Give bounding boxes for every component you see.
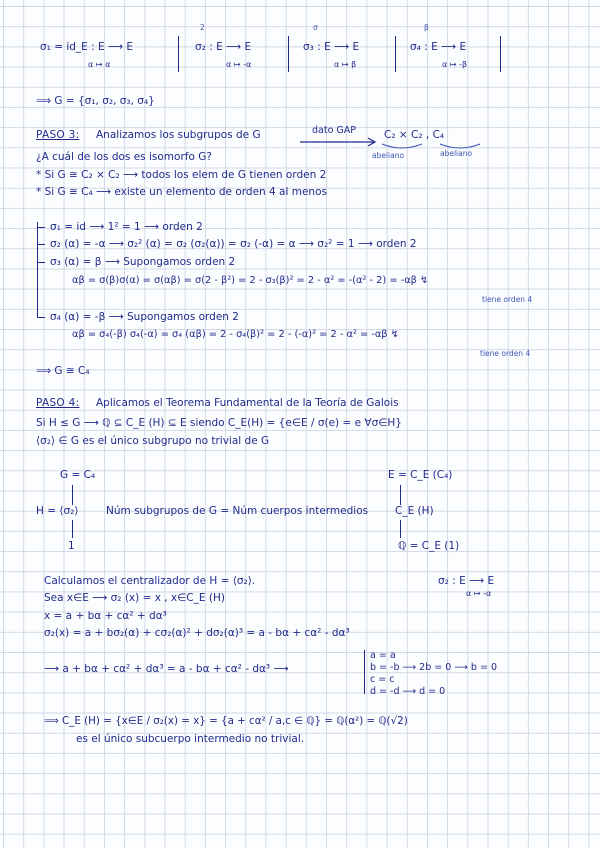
- divider: [178, 36, 179, 72]
- sigma4-mark: β: [424, 23, 429, 32]
- bracket-tick: [37, 262, 45, 263]
- diagram-base-field: ℚ = C_E (1): [398, 540, 460, 552]
- galois-correspondence: Si H ≤ G ⟶ ℚ ⊆ C_E (H) ⊆ E siendo C_E(H) = {e∈E / σ(e) = e ∀σ∈H}: [36, 417, 402, 429]
- bracket-tick: [37, 244, 45, 245]
- lattice-line: [400, 485, 401, 505]
- bracket-tick: [37, 227, 45, 228]
- sigma1-def: σ₁ = id_E : E ⟶ E: [40, 41, 134, 53]
- paso3-conclusion: ⟹ G ≅ C₄: [36, 365, 90, 377]
- paso4-text: Aplicamos el Teorema Fundamental de la Teoría de Galois: [96, 397, 399, 409]
- group-definition: ⟹ G = {σ₁, σ₂, σ₃, σ₄}: [36, 95, 155, 107]
- divider: [500, 36, 501, 72]
- system-bracket: [364, 650, 365, 694]
- coefficient-equation: ⟶ a + bα + cα² + dα³ = a - bα + cα² - dα³ ⟶: [44, 663, 289, 675]
- system-eq: b = -b ⟶ 2b = 0 ⟶ b = 0: [370, 662, 497, 673]
- sea-line: Sea x∈E ⟶ σ₂ (x) = x , x∈C_E (H): [44, 592, 225, 604]
- diagram-group: G = C₄: [60, 469, 96, 481]
- final-result: ⟹ C_E (H) = {x∈E / σ₂(x) = x} = {a + cα² / a,c ∈ ℚ} = ℚ(α²) = ℚ(√2): [44, 715, 408, 727]
- order4-note: tiene orden 4: [480, 349, 531, 358]
- diagram-fixed-field: C_E (H): [395, 505, 434, 517]
- sigma2-def: σ₂ : E ⟶ E: [195, 41, 252, 53]
- lattice-line: [72, 520, 73, 538]
- sigma2-def-repeat: σ₂ : E ⟶ E: [438, 575, 495, 587]
- divider: [395, 36, 396, 72]
- final-result-note: es el único subcuerpo intermedio no trivial.: [76, 733, 305, 745]
- gap-label: dato GAP: [312, 125, 356, 136]
- case-sigma3: σ₃ (α) = β ⟶ Supongamos orden 2: [50, 256, 236, 268]
- isomorphism-question: ¿A cuál de los dos es isomorfo G?: [36, 151, 212, 163]
- x-expansion: x = a + bα + cα² + dα³: [44, 610, 167, 622]
- bullet-cyclic: * Si G ≅ C₄ ⟶ existe un elemento de orden 4 al menos: [36, 186, 327, 198]
- sigma1-map: α ↦ α: [88, 60, 111, 69]
- paso4-title: PASO 4:: [36, 397, 80, 409]
- case-bracket: [37, 222, 38, 318]
- gap-arrow: [300, 137, 380, 147]
- case-sigma4-proof: αβ = σ₄(-β) σ₄(-α) = σ₄ (αβ) = 2 - σ₄(β)² = 2 - (-α)² = 2 - α² = -αβ ↯: [72, 329, 399, 340]
- sigma2-map-repeat: α ↦ -α: [466, 589, 492, 598]
- case-sigma4: σ₄ (α) = -β ⟶ Supongamos orden 2: [50, 311, 239, 323]
- order4-note: tiene orden 4: [482, 295, 533, 304]
- sigma3-mark: σ: [313, 23, 318, 32]
- sigma2-map: α ↦ -α: [226, 60, 252, 69]
- sigma2-mark: 2: [200, 23, 205, 32]
- system-eq: a = a: [370, 650, 396, 661]
- lattice-line: [72, 485, 73, 505]
- sigma3-def: σ₃ : E ⟶ E: [303, 41, 360, 53]
- paso3-title: PASO 3:: [36, 129, 80, 141]
- lattice-line: [400, 520, 401, 538]
- bracket-tick: [37, 317, 45, 318]
- case-sigma2: σ₂ (α) = -α ⟶ σ₂² (α) = σ₂ (σ₂(α)) = σ₂ (-α) = α ⟶ σ₂² = 1 ⟶ orden 2: [50, 238, 417, 250]
- sigma4-map: α ↦ -β: [442, 60, 468, 69]
- sigma4-def: σ₄ : E ⟶ E: [410, 41, 467, 53]
- paso3-text: Analizamos los subgrupos de G: [96, 129, 261, 141]
- group-options: C₂ × C₂ , C₄: [384, 129, 445, 141]
- diagram-subgroup: H = ⟨σ₂⟩: [36, 505, 79, 517]
- bullet-klein: * Si G ≅ C₂ × C₂ ⟶ todos los elem de G tienen orden 2: [36, 169, 327, 181]
- sigma-x-expansion: σ₂(x) = a + bσ₂(α) + cσ₂(α)² + dσ₂(α)³ = a - bα + cα² - dα³: [44, 627, 350, 639]
- diagram-correspondence: Núm subgrupos de G = Núm cuerpos intermedios: [106, 505, 369, 517]
- abeliano-note: abeliano: [440, 149, 473, 158]
- unique-subgroup: ⟨σ₂⟩ ∈ G es el único subgrupo no trivial de G: [36, 435, 270, 447]
- case-sigma1: σ₁ = id ⟶ 1² = 1 ⟶ orden 2: [50, 221, 203, 233]
- centralizer-title: Calculamos el centralizador de H = ⟨σ₂⟩.: [44, 575, 256, 587]
- diagram-trivial: 1: [68, 540, 75, 552]
- abeliano-note: abeliano: [372, 151, 405, 160]
- divider: [288, 36, 289, 72]
- system-eq: c = c: [370, 674, 395, 685]
- case-sigma3-proof: αβ = σ(β)σ(α) = σ(αβ) = σ(2 - β²) = 2 - σ₃(β)² = 2 - α² = -(α² - 2) = -αβ ↯: [72, 275, 429, 286]
- diagram-field: E = C_E (C₄): [388, 469, 453, 481]
- system-eq: d = -d ⟶ d = 0: [370, 686, 446, 697]
- sigma3-map: α ↦ β: [334, 60, 357, 69]
